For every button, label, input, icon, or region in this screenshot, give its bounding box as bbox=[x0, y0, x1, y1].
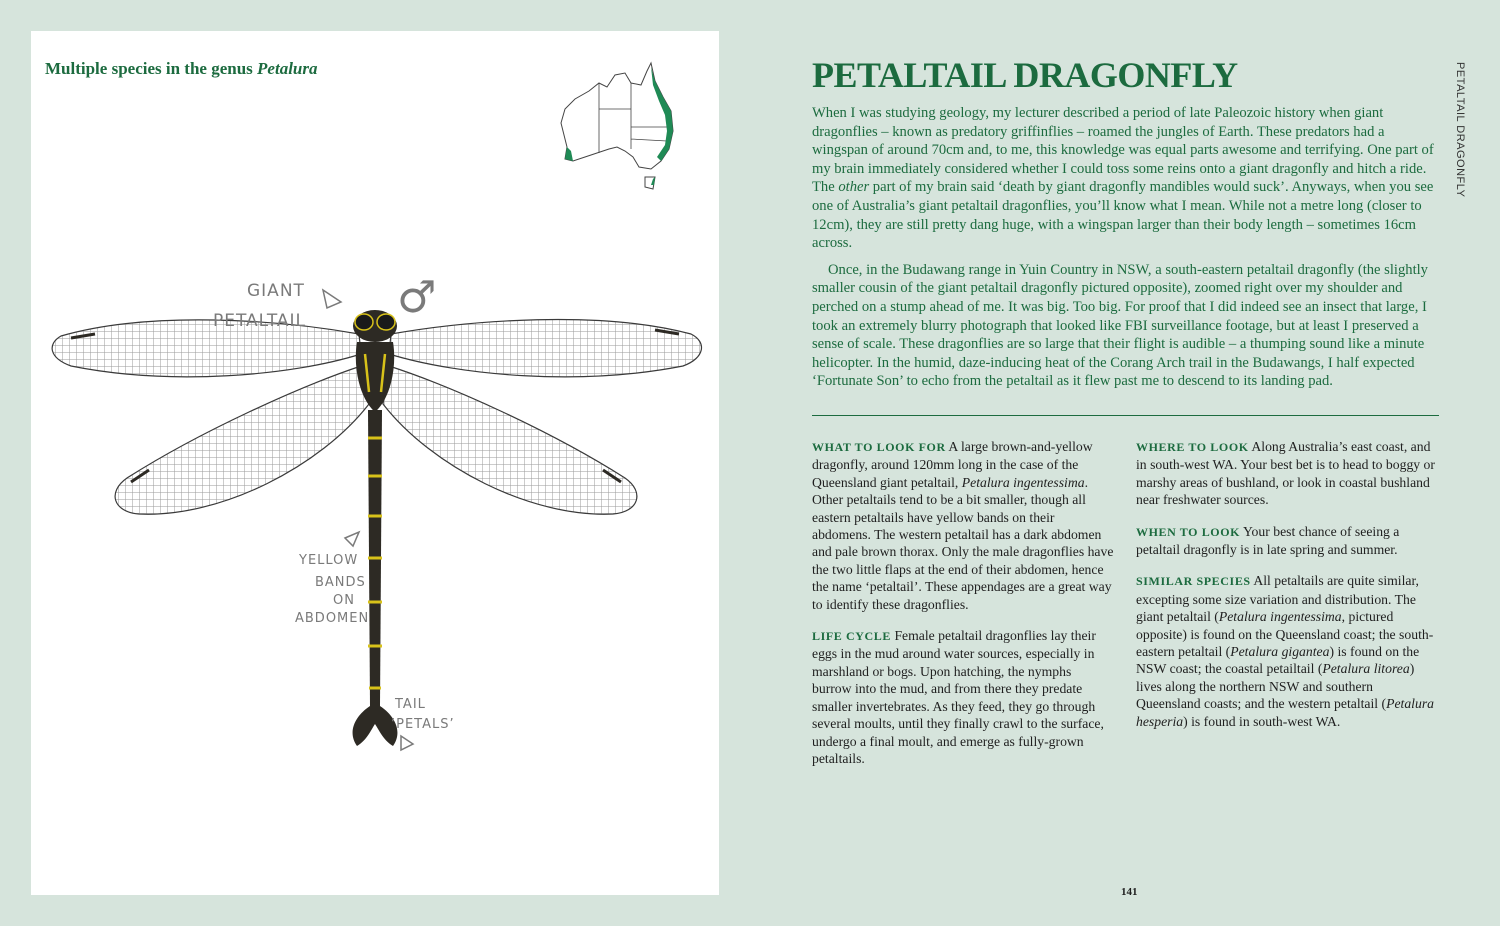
left-forewing bbox=[52, 320, 361, 377]
page-title: PETALTAIL DRAGONFLY bbox=[812, 55, 1238, 95]
dragonfly-illustration bbox=[31, 216, 719, 816]
species-line bbox=[45, 59, 318, 79]
label-petals: ‘PETALS’ bbox=[391, 717, 455, 732]
info-column-left bbox=[812, 438, 1114, 781]
intro-paragraph-2: Once, in the Budawang range in Yuin Country in NSW, a south-eastern petaltail dragonfly (the slightly smaller cousin of the giant petaltail dragonfly pictured opposite), zoomed right over my shoulder and perched on a stump ahead of me. It was big. Too big. For proof that I did indeed see an insect that large, I took an extremely blurry photograph that looked like FBI surveillance footage, but at least I preserved a sense of scale. These dragonflies are so large that their flight is audible – a thumping sound like a minute helicopter. In the humid, daze-inducing heat of the Corang Arch trail in the Budawangs, I half expected ‘Fortunate Son’ to echo from the petaltail as it flew past me to descend to its landing pad. bbox=[812, 261, 1428, 390]
info-column-right bbox=[1136, 438, 1438, 744]
intro-p1-emphasis: other bbox=[838, 179, 870, 196]
label-abdomen: ABDOMEN bbox=[295, 611, 370, 626]
arrow-petaltail bbox=[323, 290, 341, 308]
left-page bbox=[31, 31, 719, 895]
label-bands: BANDS bbox=[315, 575, 366, 590]
label-yellow: YELLOW bbox=[299, 553, 359, 568]
where-to-look-label: WHERE TO LOOK bbox=[1136, 440, 1249, 454]
similar-species-name-3: Petalura litorea bbox=[1322, 661, 1410, 677]
genus-name: Petalura bbox=[257, 59, 318, 78]
running-head: PETALTAIL DRAGONFLY bbox=[1454, 62, 1466, 198]
when-to-look bbox=[1136, 523, 1438, 559]
what-to-look-for-text-b: . Other petaltails tend to be a bit smaller, though all eastern petaltails have yellow bands on their abdomens. The western petaltail has a dark abdomen and pale brown thorax. Only the male dragonflies have the two little flaps at the end of their abdomen, hence the name ‘petaltail’. These appendages are a great way to identify these dragonflies. bbox=[812, 474, 1114, 612]
where-to-look-text: Along Australia’s east coast, and in south-west WA. Your best bet is to head to boggy or marshy areas of bushland, or look in coastal bushland near freshwater sources. bbox=[1136, 439, 1435, 508]
similar-species-text-3: ) is found on the NSW coast; the coastal petailtail ( bbox=[1136, 644, 1420, 677]
life-cycle-label: LIFE CYCLE bbox=[812, 629, 892, 644]
male-symbol: ♂ bbox=[397, 272, 437, 323]
similar-species-text-4: ) lives along the northern NSW and southern Queensland coasts; and the western petaltail ( bbox=[1136, 661, 1415, 712]
arrow-tail-petals bbox=[401, 736, 413, 750]
what-to-look-for-species: Petalura ingentessima bbox=[961, 474, 1085, 490]
intro-paragraph-1 bbox=[812, 104, 1439, 253]
when-to-look-text: Your best chance of seeing a petaltail dragonfly is in late spring and summer. bbox=[1136, 523, 1400, 558]
what-to-look-for-label: WHAT TO LOOK FOR bbox=[812, 440, 946, 454]
distribution-map bbox=[555, 61, 675, 201]
section-divider bbox=[812, 415, 1439, 416]
life-cycle bbox=[812, 627, 1114, 767]
right-hindwing bbox=[383, 366, 637, 514]
dragonfly-body bbox=[353, 310, 398, 746]
life-cycle-text: Female petaltail dragonflies lay their eggs in the mud around water sources, especially in marshland or bogs. Upon hatching, the nymphs burrow into the mud, and from there they predate smaller invertebrates. As they feed, they go through several moults, until they finally crawl to the surface, undergo a final moult, and emerge as fully-grown petaltails. bbox=[812, 628, 1104, 766]
intro-p1-part-b: part of my brain said ‘death by giant dragonfly mandibles would suck’. Anyways, when you see one of Australia’s giant petaltail dragonflies, you’ll know what I mean. While not a metre long (closer to 12cm), they are still pretty dang huge, with a wingspan larger than their body length – sometimes 16cm across. bbox=[812, 179, 1434, 252]
similar-species-name-1: Petalura ingentessima bbox=[1218, 609, 1342, 625]
intro-text bbox=[812, 104, 1439, 391]
similar-species-text-2: , pictured opposite) is found on the Queensland coast; the south-eastern petaltail ( bbox=[1136, 609, 1434, 660]
label-tail: TAIL bbox=[395, 697, 426, 712]
similar-species-text-5: ) is found in south-west WA. bbox=[1183, 713, 1341, 729]
label-on: ON bbox=[333, 593, 355, 608]
similar-species-name-2: Petalura gigantea bbox=[1230, 644, 1330, 660]
species-prefix: Multiple species in the genus bbox=[45, 59, 258, 78]
australia-outline bbox=[561, 63, 673, 169]
where-to-look bbox=[1136, 438, 1438, 509]
similar-species-text-1: All petaltails are quite similar, excepting some size variation and distribution. The giant petaltail ( bbox=[1136, 573, 1419, 625]
left-eye bbox=[355, 314, 373, 330]
label-petaltail: PETALTAIL bbox=[213, 311, 306, 331]
when-to-look-label: WHEN TO LOOK bbox=[1136, 524, 1241, 539]
right-eye bbox=[377, 314, 395, 330]
similar-species bbox=[1136, 572, 1438, 730]
page-number: 141 bbox=[1121, 886, 1138, 898]
right-forewing bbox=[389, 320, 701, 377]
left-hindwing bbox=[115, 366, 369, 514]
similar-species-label: SIMILAR SPECIES bbox=[1136, 574, 1251, 589]
label-giant: GIANT bbox=[247, 281, 305, 301]
arrow-yellow-bands bbox=[345, 532, 359, 546]
similar-species-name-4: Petalura hesperia bbox=[1136, 696, 1434, 729]
what-to-look-for bbox=[812, 438, 1114, 613]
what-to-look-for-text-a: A large brown-and-yellow dragonfly, around 120mm long in the case of the Queensland giant petaltail, bbox=[812, 439, 1093, 490]
intro-p1-part-a: When I was studying geology, my lecturer described a period of late Paleozoic history when giant dragonflies – known as predatory griffinflies – roamed the jungles of Earth. These predators had a wingspan of around 70cm and, to me, this knowledge was equal parts awesome and terrifying. One part of my brain immediately considered whether I could toss some reins onto a giant dragonfly and hitch a ride. The bbox=[812, 105, 1434, 196]
